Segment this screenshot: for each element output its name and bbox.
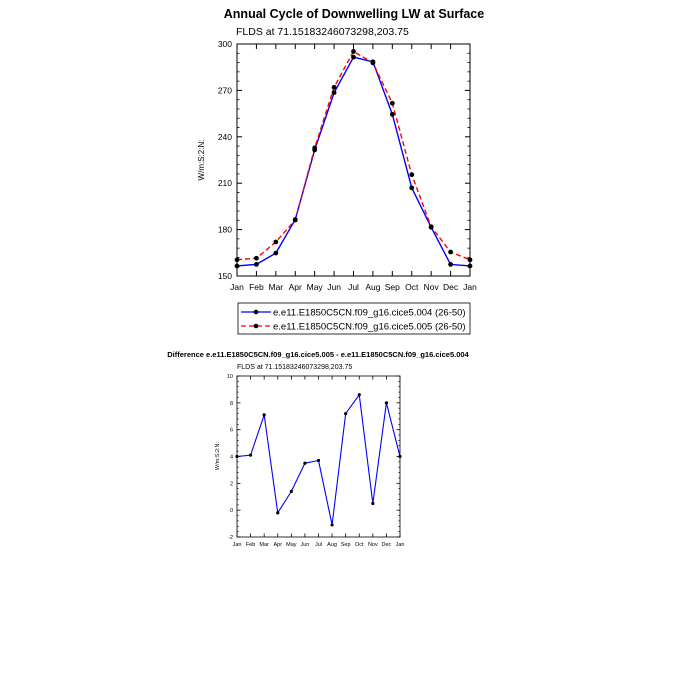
bottom-xtick-label: Sep xyxy=(340,542,351,548)
bottom-series-1-point xyxy=(398,455,401,458)
bottom-ytick-label: 10 xyxy=(226,373,233,380)
top-series-2-point xyxy=(409,172,414,177)
top-xtick-label: Jul xyxy=(348,282,359,292)
bottom-xtick-label: Jun xyxy=(300,542,310,548)
top-series-1-point xyxy=(409,185,414,190)
top-frame xyxy=(237,44,470,276)
top-series-1-point xyxy=(351,55,356,60)
top-series-2-point xyxy=(312,146,317,151)
top-xtick-label: Apr xyxy=(288,282,302,292)
top-ytick-label: 300 xyxy=(217,38,232,49)
bottom-chart-subtitle: FLDS at 71.15183246073298,203.75 xyxy=(237,364,353,371)
bottom-series-1-point xyxy=(235,455,238,458)
bottom-plot-area xyxy=(227,374,405,548)
top-series-2-point xyxy=(332,85,337,90)
top-xtick-label: Sep xyxy=(384,282,400,292)
bottom-ytick-label: 4 xyxy=(229,454,233,461)
top-plot-area xyxy=(218,39,477,292)
top-series-2-point xyxy=(273,240,278,245)
top-series-1-point xyxy=(273,251,278,256)
legend-label-series-2: e.e11.E1850C5CN.f09_g16.cice5.005 (26-50) xyxy=(273,321,466,333)
bottom-series-1-point xyxy=(303,462,306,465)
top-chart-title: Annual Cycle of Downwelling LW at Surface xyxy=(223,7,485,21)
top-series-2-line xyxy=(237,51,470,259)
bottom-series-1-point xyxy=(330,523,333,526)
bottom-xtick-label: Nov xyxy=(367,542,378,548)
top-series-1-point xyxy=(254,262,259,267)
top-series-2-point xyxy=(468,257,473,262)
bottom-series-1-point xyxy=(276,511,279,514)
top-xtick-label: Oct xyxy=(405,282,419,292)
bottom-xtick-label: Feb xyxy=(245,542,256,548)
bottom-chart-title: Difference e.e11.E1850C5CN.f09_g16.cice5.005 - e.e11.E1850C5CN.f09_g16.cice5.004 xyxy=(167,350,469,359)
bottom-xtick-label: Jul xyxy=(314,542,323,548)
legend-label-series-1: e.e11.E1850C5CN.f09_g16.cice5.004 (26-50) xyxy=(273,307,466,319)
top-xtick-label: Jan xyxy=(230,282,244,292)
top-series-2-point xyxy=(371,60,376,65)
top-ytick-label: 240 xyxy=(217,131,232,142)
top-series-1-point xyxy=(448,262,453,267)
top-series-1-point xyxy=(235,264,240,269)
top-series-2-point xyxy=(448,250,453,255)
top-ytick-label: 210 xyxy=(217,178,232,189)
top-legend xyxy=(238,303,470,334)
top-series-2-point xyxy=(254,256,259,261)
top-series-1-line xyxy=(237,57,470,266)
legend-marker-series-1 xyxy=(254,310,259,315)
bottom-ytick-label: -2 xyxy=(228,534,233,541)
legend-marker-series-2 xyxy=(254,324,259,329)
top-series-1-point xyxy=(468,264,473,269)
bottom-series-1-point xyxy=(385,401,388,404)
bottom-xtick-label: Mar xyxy=(259,542,269,548)
bottom-xtick-label: Apr xyxy=(273,542,283,548)
top-xtick-label: Mar xyxy=(268,282,284,292)
top-ytick-label: 150 xyxy=(217,270,232,281)
top-chart-subtitle: FLDS at 71.15183246073298,203.75 xyxy=(236,26,409,38)
top-xtick-label: May xyxy=(306,282,323,292)
bottom-series-1-point xyxy=(344,412,347,415)
bottom-series-1-point xyxy=(371,502,374,505)
top-xtick-label: Jan xyxy=(463,282,477,292)
bottom-series-1-point xyxy=(358,393,361,396)
top-xtick-label: Jun xyxy=(327,282,341,292)
bottom-ytick-label: 0 xyxy=(229,508,233,515)
bottom-xtick-label: May xyxy=(286,542,297,548)
bottom-xtick-label: Jan xyxy=(232,542,242,548)
top-series-1-point xyxy=(390,112,395,117)
bottom-frame xyxy=(237,376,400,537)
top-series-1-point xyxy=(332,90,337,95)
top-xtick-label: Aug xyxy=(365,282,381,292)
bottom-ytick-label: 8 xyxy=(229,400,233,407)
top-series-2-point xyxy=(429,224,434,229)
bottom-series-1-point xyxy=(317,459,320,462)
bottom-xtick-label: Jan xyxy=(395,542,405,548)
bottom-xtick-label: Aug xyxy=(327,542,337,548)
top-ytick-label: 270 xyxy=(217,85,232,96)
bottom-xtick-label: Oct xyxy=(354,542,364,548)
bottom-chart-ylabel: W/m:S:2:N: xyxy=(215,441,221,471)
top-series-2-point xyxy=(390,101,395,106)
top-ytick-label: 180 xyxy=(217,224,232,235)
bottom-series-1-point xyxy=(290,490,293,493)
top-series-2-point xyxy=(351,49,356,54)
top-xtick-label: Dec xyxy=(443,282,459,292)
top-xtick-label: Nov xyxy=(423,282,439,292)
bottom-series-1-point xyxy=(263,413,266,416)
bottom-xtick-label: Dec xyxy=(381,542,392,548)
bottom-ytick-label: 6 xyxy=(229,427,233,434)
bottom-ytick-label: 2 xyxy=(229,481,233,488)
bottom-series-1-point xyxy=(249,454,252,457)
top-xtick-label: Feb xyxy=(249,282,264,292)
top-series-2-point xyxy=(293,218,298,223)
top-series-2-point xyxy=(235,257,240,262)
top-chart-ylabel: W/m:S:2:N: xyxy=(197,139,206,181)
